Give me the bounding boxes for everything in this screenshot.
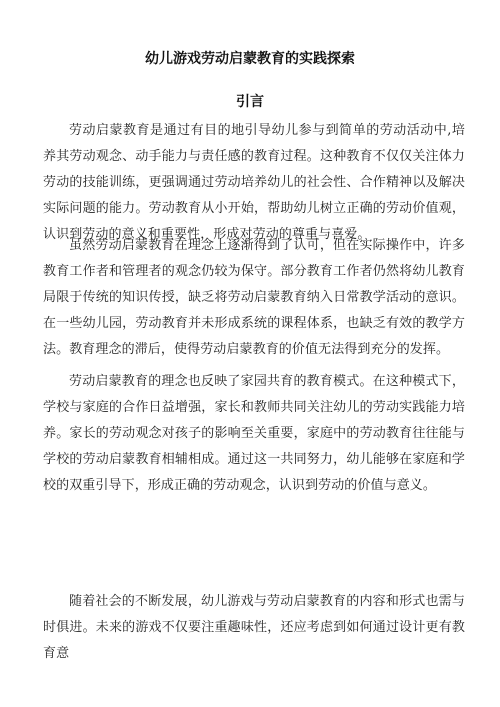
paragraph-text: 随着社会的不断发展，幼儿游戏与劳动启蒙教育的内容和形式也需与时俱进。未来的游戏不仅要注重趣味性，还应考虑到如何通过设计更有教育意 (43, 594, 465, 661)
document-title: 幼儿游戏劳动启蒙教育的实践探索 (145, 51, 355, 67)
paragraph (43, 369, 465, 499)
paragraph (43, 118, 465, 248)
paragraph-text: 虽然劳动启蒙教育在理念上逐渐得到了认可，但在实际操作中，许多教育工作者和管理者的观念仍较为保守。部分教育工作者仍然将幼儿教育局限于传统的知识传授，缺乏将劳动启蒙教育纳入日常教学活动的意识。在一些幼儿园，劳动教育并未形成系统的课程体系，也缺乏有效的教学方法。教育理念的滞后，使得劳动启蒙教育的价值无法得到充分的发挥。 (43, 238, 465, 357)
paragraph (43, 233, 465, 363)
paragraph (43, 589, 465, 667)
section-heading: 引言 (236, 94, 264, 110)
paragraph-text: 劳动启蒙教育是通过有目的地引导幼儿参与到简单的劳动活动中,培养其劳动观念、动手能力与责任感的教育过程。这种教育不仅仅关注体力劳动的技能训练，更强调通过劳动培养幼儿的社会性、合作精神以及解决实际问题的能力。劳动教育从小开始，帮助幼儿树立正确的劳动价值观，认识到劳动的意义和重要性，形成对劳动的尊重与喜爱。 (43, 123, 465, 242)
paragraph-text: 劳动启蒙教育的理念也反映了家园共育的教育模式。在这种模式下，学校与家庭的合作日益增强，家长和教师共同关注幼儿的劳动实践能力培养。家长的劳动观念对孩子的影响至关重要，家庭中的劳动教育往往能与学校的劳动启蒙教育相辅相成。通过这一共同努力，幼儿能够在家庭和学校的双重引导下，形成正确的劳动观念，认识到劳动的价值与意义。 (43, 374, 465, 493)
